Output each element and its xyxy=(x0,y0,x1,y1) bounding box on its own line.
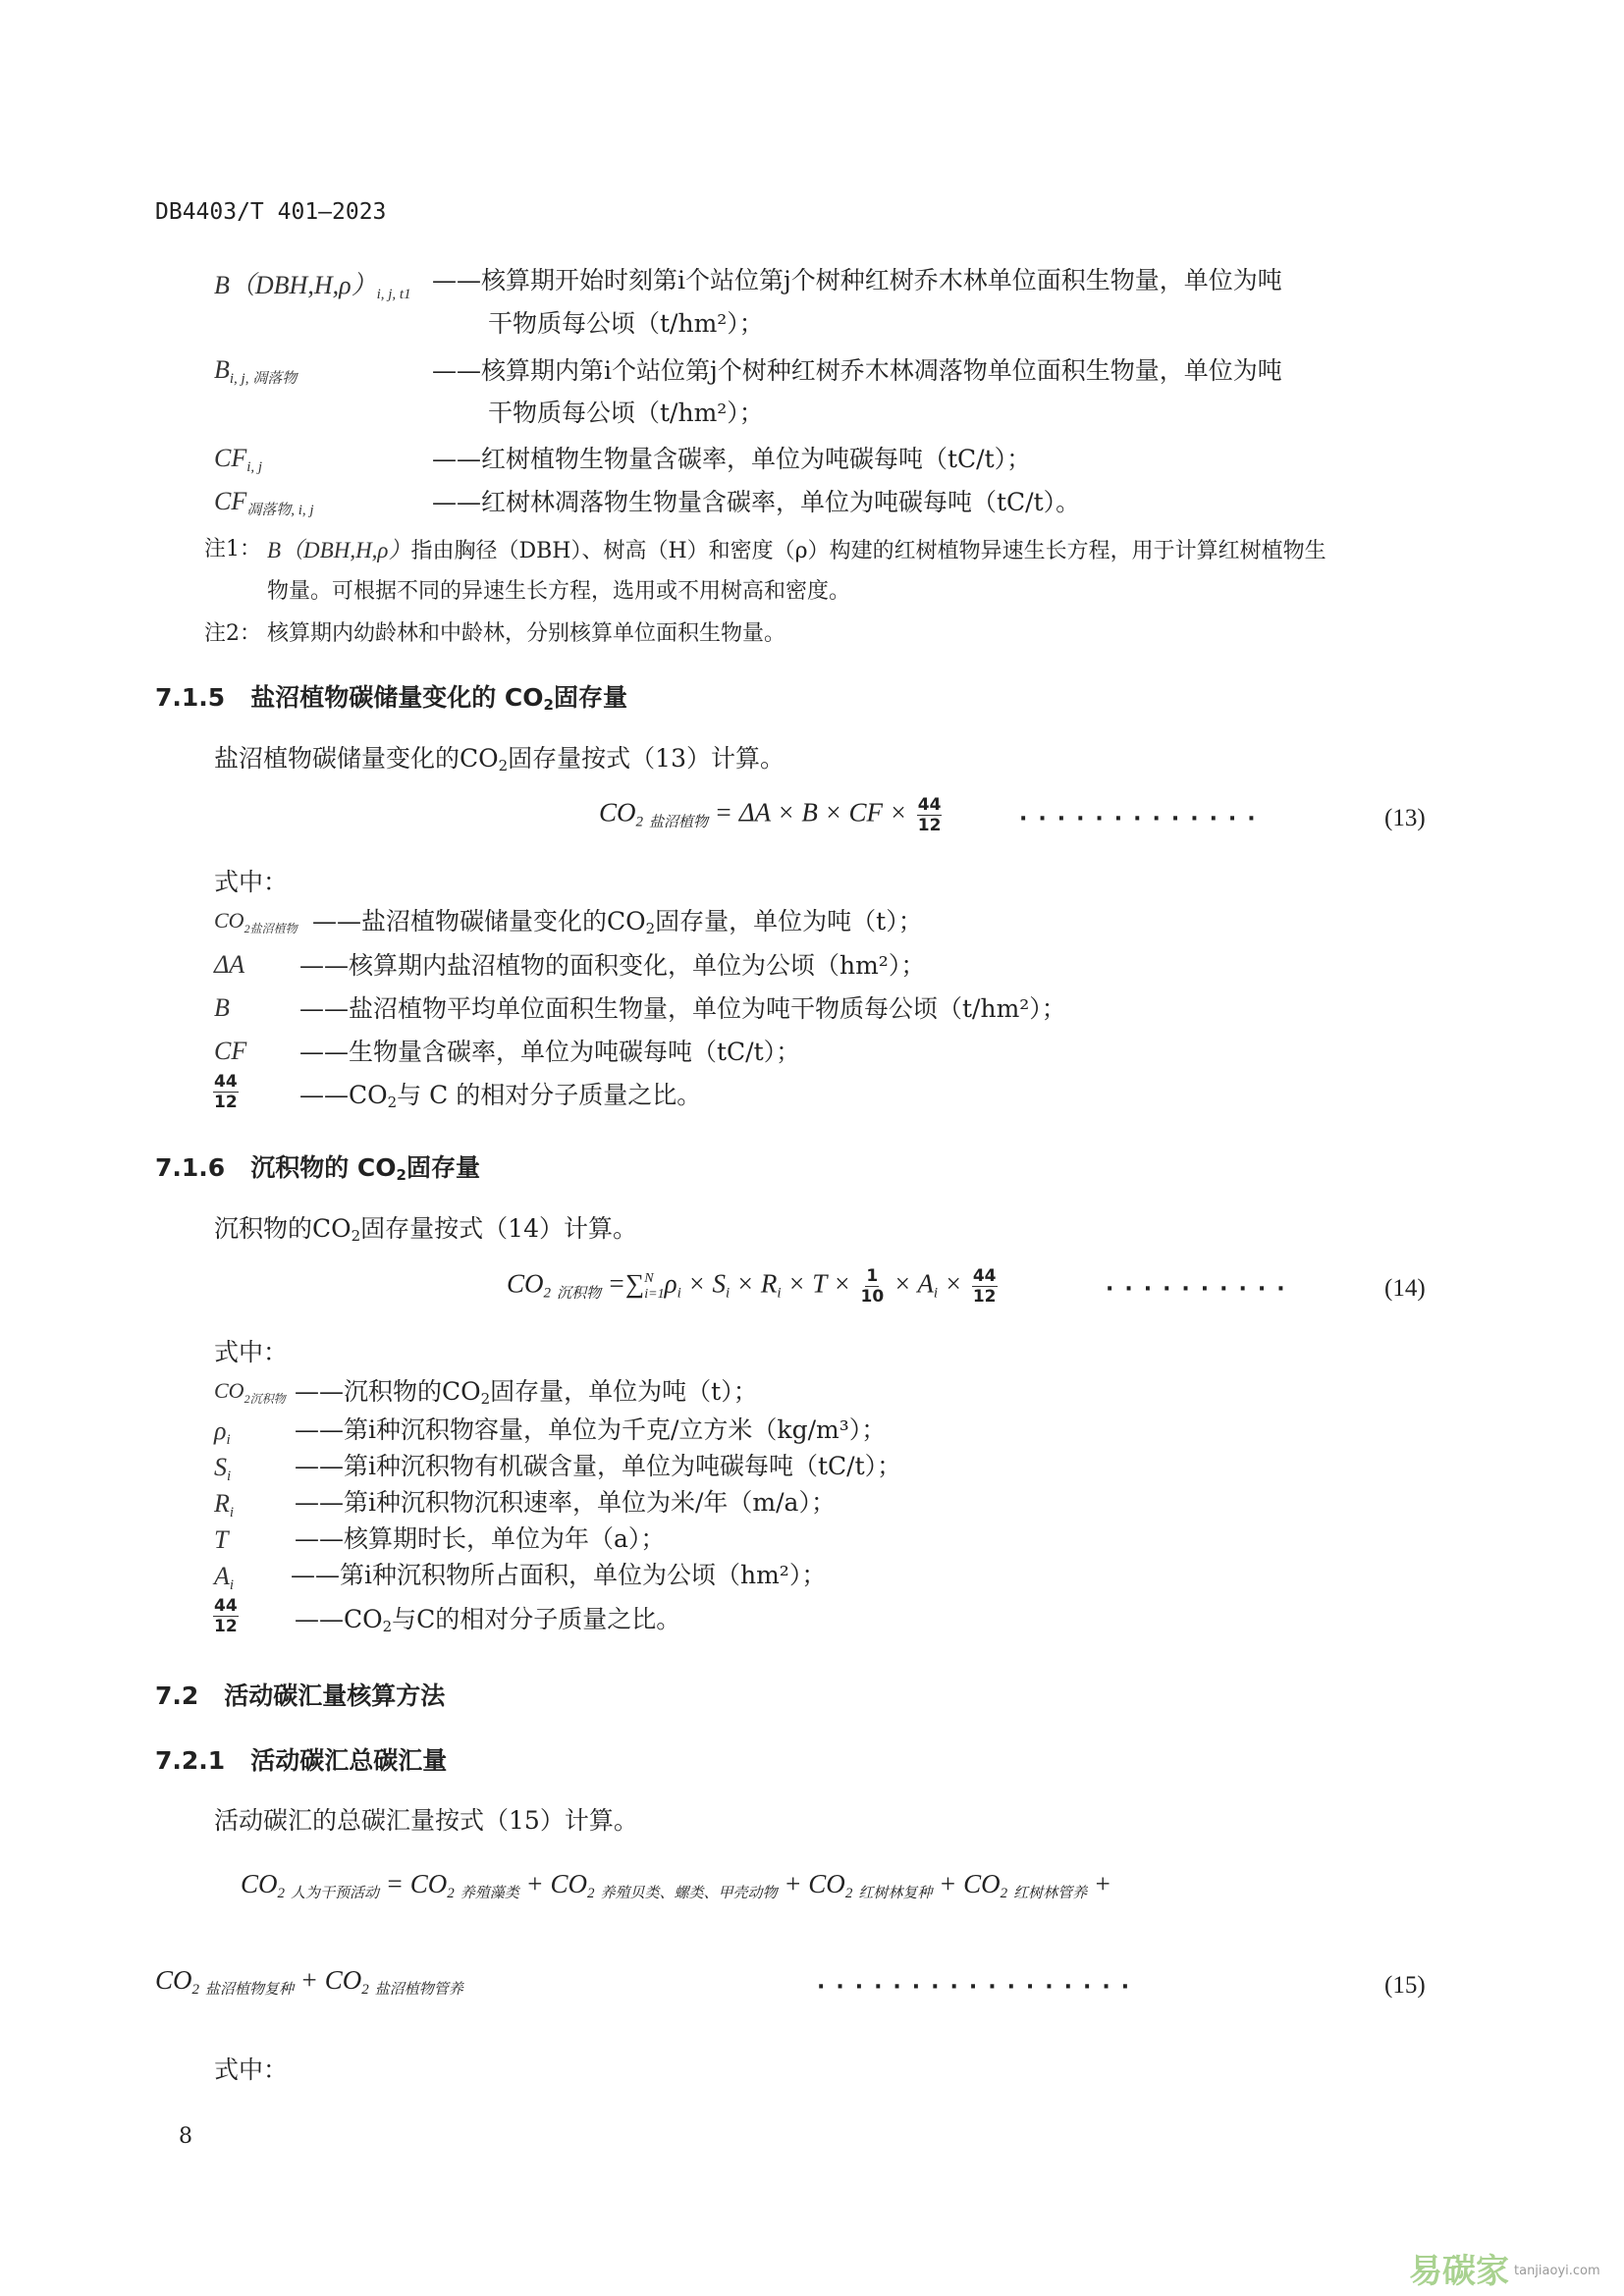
paragraph: 沉积物的CO2固存量按式（14）计算。 xyxy=(214,1214,637,1245)
definition-symbol: T xyxy=(214,1525,229,1554)
definition-symbol: B xyxy=(214,993,230,1022)
dot-leader: ················· xyxy=(817,1975,1141,2000)
page-number: 8 xyxy=(179,2124,192,2149)
formula-13: $CO_2$ $_{盐沼植物}$ = ΔA × B × CF × $\frac{44}{12}$ xyxy=(599,795,942,835)
document-id: DB4403/T 401—2023 xyxy=(155,199,387,225)
definition-text: ——第i种沉积物所占面积，单位为公顷（hm²）； xyxy=(291,1561,827,1589)
definition-text: ——第i种沉积物容量，单位为千克/立方米（kg/m³）； xyxy=(295,1415,887,1444)
where-label: 式中： xyxy=(214,1338,289,1366)
note-label: 注2： xyxy=(204,621,261,646)
formula-15-line2: $CO_2$ $_{盐沼植物复种} + CO_2$ $_{盐沼植物管养}$ xyxy=(155,1965,463,1998)
dot-leader: ············· xyxy=(1019,807,1267,831)
definition-text: ——核算期内第i个站位第j个树种红树乔木林凋落物单位面积生物量，单位为吨 xyxy=(432,356,1282,385)
definition-text: ——核算期内盐沼植物的面积变化，单位为公顷（hm²）； xyxy=(299,951,926,980)
definition-text: ——红树植物生物量含碳率，单位为吨碳每吨（tC/t）； xyxy=(432,445,1032,473)
definition-symbol: $CF_{凋落物, i, j}$ xyxy=(214,487,314,518)
definition-symbol: CF xyxy=(214,1037,247,1065)
formula-14: $CO_2$ $_{沉积物}$ =∑ N i=1 $\rho_i \times S_i \times R_i \times T$ × $\frac{1}{10}$ × $A_i$ × $\frac{44}{12}$ xyxy=(507,1266,997,1307)
definition-text: ——CO2与 C 的相对分子质量之比。 xyxy=(299,1081,702,1111)
definition-text: ——核算期开始时刻第i个站位第j个树种红树乔木林单位面积生物量，单位为吨 xyxy=(432,266,1282,294)
definition-symbol: $B(DBH,H,\rho)_{i, j, t1}$ xyxy=(214,271,411,302)
section-heading: 7.2 活动碳汇量核算方法 xyxy=(155,1682,446,1710)
note-label: 注1： xyxy=(204,537,261,561)
definition-symbol: $A_i$ xyxy=(214,1562,235,1593)
definition-text: ——第i种沉积物沉积速率，单位为米/年（m/a）； xyxy=(295,1488,836,1517)
definition-text-cont: 干物质每公顷（t/hm²）； xyxy=(488,309,764,338)
where-label: 式中： xyxy=(214,868,289,896)
note-text-cont: 物量。可根据不同的异速生长方程，选用或不用树高和密度。 xyxy=(267,579,851,604)
definition-fraction: $\frac{44}{12}$ xyxy=(214,1072,238,1112)
note-text: 核算期内幼龄林和中龄林，分别核算单位面积生物量。 xyxy=(267,621,786,646)
equation-number: (14) xyxy=(1384,1275,1426,1302)
definition-text: ——盐沼植物碳储量变化的CO2固存量，单位为吨（t）； xyxy=(312,907,923,937)
section-heading: 7.1.5 盐沼植物碳储量变化的 CO2固存量 xyxy=(155,683,627,714)
definition-symbol: $S_i$ xyxy=(214,1453,232,1484)
definition-text: ——第i种沉积物有机碳含量，单位为吨碳每吨（tC/t）； xyxy=(295,1452,902,1480)
definition-fraction: $\frac{44}{12}$ xyxy=(214,1596,238,1636)
definition-text: ——CO2与C的相对分子质量之比。 xyxy=(295,1605,681,1635)
paragraph: 盐沼植物碳储量变化的CO2固存量按式（13）计算。 xyxy=(214,744,785,774)
note-text: B（DBH,H,ρ）指由胸径（DBH）、树高（H）和密度（ρ）构建的红树植物异速生长方程，用于计算红树植物生 xyxy=(267,538,1326,563)
definition-text-cont: 干物质每公顷（t/hm²）； xyxy=(488,399,764,427)
definition-symbol: $CF_{i, j}$ xyxy=(214,444,263,475)
definition-symbol: $B_{i, j, 凋落物}$ xyxy=(214,355,298,387)
definition-text: ——沉积物的CO2固存量，单位为吨（t）； xyxy=(295,1377,758,1408)
section-heading: 7.1.6 沉积物的 CO2固存量 xyxy=(155,1153,480,1184)
section-heading: 7.2.1 活动碳汇总碳汇量 xyxy=(155,1746,448,1775)
definition-symbol: $R_i$ xyxy=(214,1489,235,1521)
equation-number: (13) xyxy=(1384,805,1426,831)
definition-symbol: $CO_{2盐沼植物}$ xyxy=(214,908,298,935)
definition-text: ——红树林凋落物生物量含碳率，单位为吨碳每吨（tC/t）。 xyxy=(432,488,1081,516)
formula-15-line1: $CO_2$ $_{人为干预活动} = CO_2$ $_{养殖藻类} + CO_2$ $_{养殖贝类、螺类、甲壳动物} + CO_2$ $_{红树林复种} + CO_2$ $_{红树林管养}$ + xyxy=(241,1869,1112,1901)
paragraph: 活动碳汇的总碳汇量按式（15）计算。 xyxy=(214,1806,638,1835)
watermark-logo: 易碳家 $^{tanjiaoyi.com}$ xyxy=(1409,2252,1600,2291)
equation-number: (15) xyxy=(1384,1972,1426,1999)
definition-text: ——盐沼植物平均单位面积生物量，单位为吨干物质每公顷（t/hm²）； xyxy=(299,994,1066,1023)
definition-symbol: $CO_{2沉积物}$ xyxy=(214,1378,286,1406)
definition-symbol: ΔA xyxy=(214,950,245,979)
definition-text: ——核算期时长，单位为年（a）； xyxy=(295,1524,666,1553)
dot-leader: ·········· xyxy=(1106,1277,1296,1302)
where-label: 式中： xyxy=(214,2056,289,2084)
definition-text: ——生物量含碳率，单位为吨碳每吨（tC/t）； xyxy=(299,1038,801,1066)
definition-symbol: $\rho_i$ xyxy=(214,1416,231,1448)
